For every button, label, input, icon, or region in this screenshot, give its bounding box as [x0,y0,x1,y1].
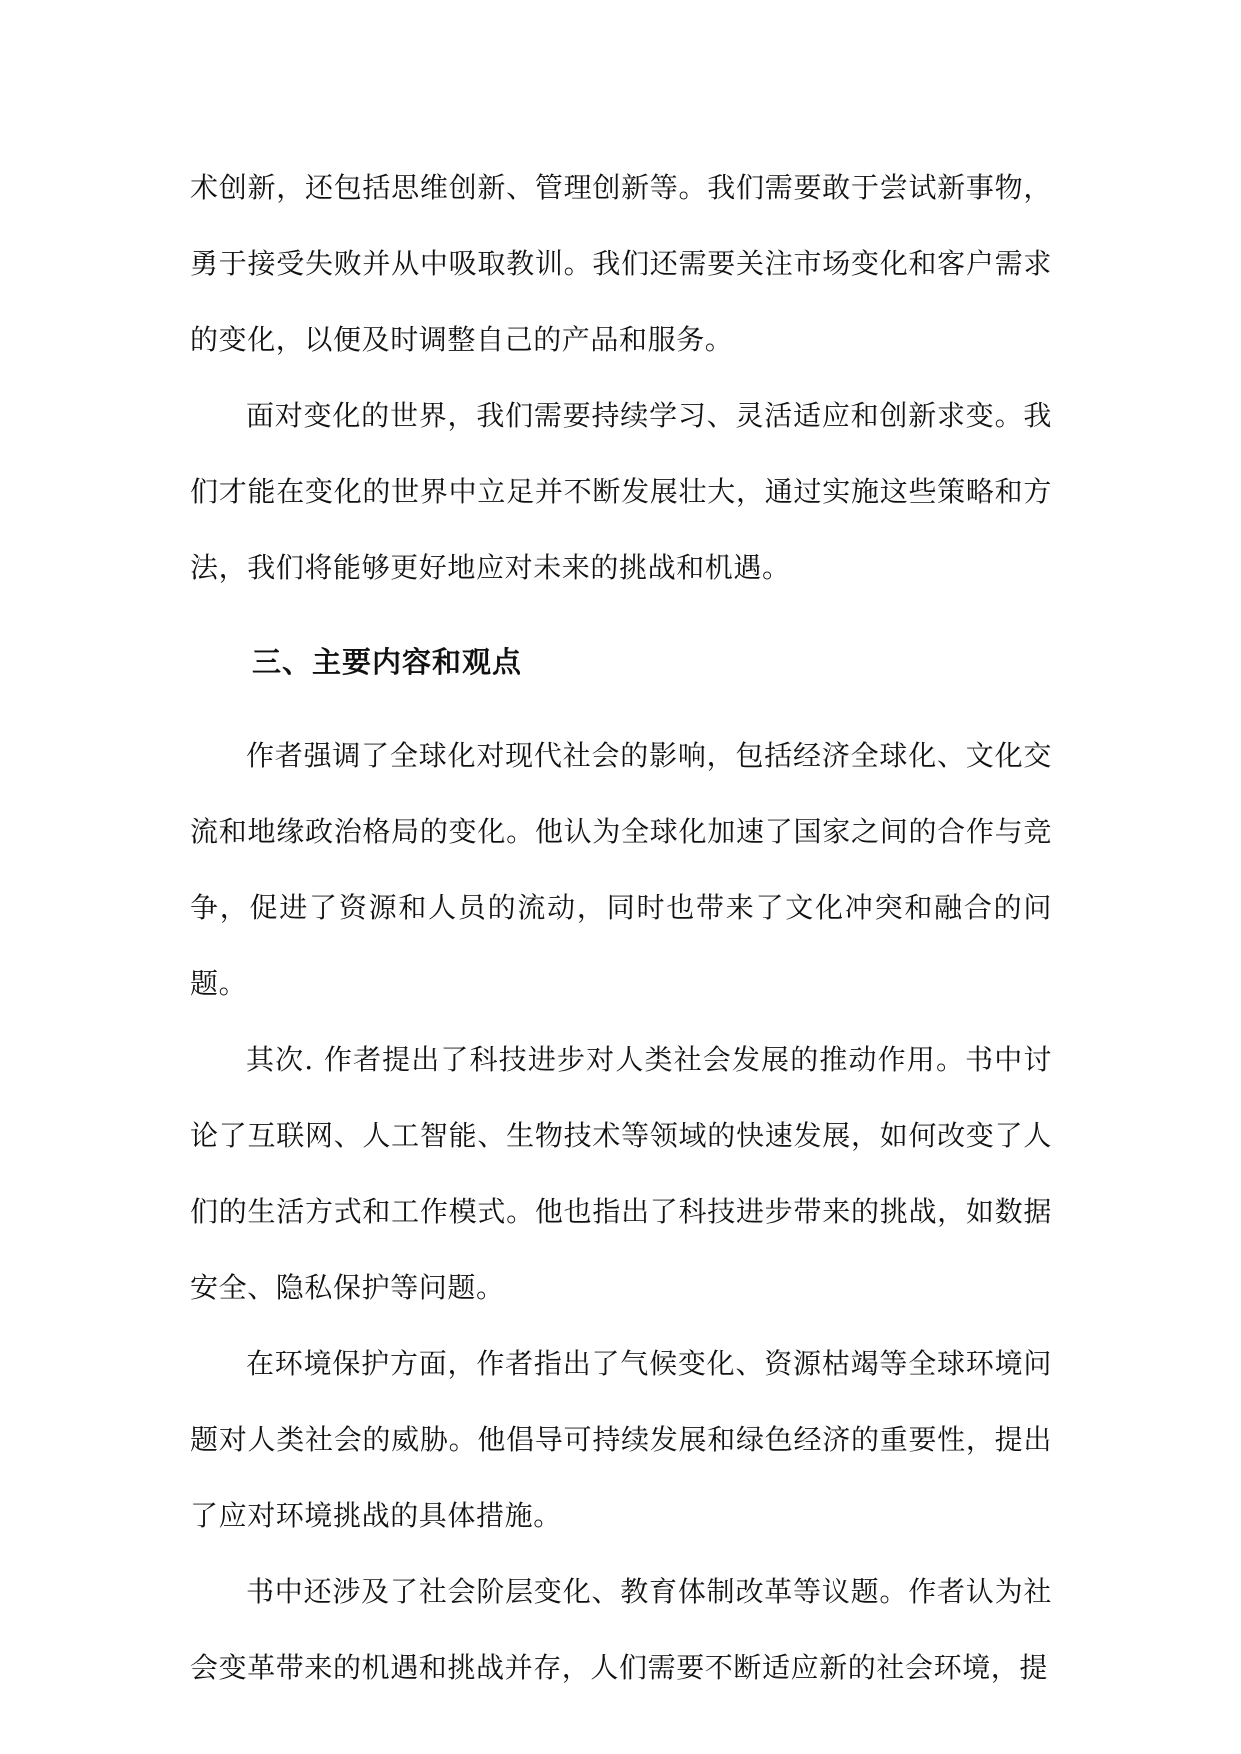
paragraph: 面对变化的世界，我们需要持续学习、灵活适应和创新求变。我们才能在变化的世界中立足并不断发展壮大，通过实施这些策略和方法，我们将能够更好地应对未来的挑战和机遇。 [190,399,1052,584]
paragraph: 在环境保护方面，作者指出了气候变化、资源枯竭等全球环境问题对人类社会的威胁。他倡导可持续发展和绿色经济的重要性，提出了应对环境挑战的具体措施。 [190,1347,1052,1532]
document-body [190,150,1052,1706]
paragraph: 书中还涉及了社会阶层变化、教育体制改革等议题。作者认为社会变革带来的机遇和挑战并存，人们需要不断适应新的社会环境，提 [190,1575,1052,1684]
section-heading: 三、主要内容和观点 [252,645,523,679]
paragraph-continued: 术创新，还包括思维创新、管理创新等。我们需要敢于尝试新事物，勇于接受失败并从中吸取教训。我们还需要关注市场变化和客户需求的变化，以便及时调整自己的产品和服务。 [190,171,1052,356]
paragraph: 作者强调了全球化对现代社会的影响，包括经济全球化、文化交流和地缘政治格局的变化。他认为全球化加速了国家之间的合作与竞争，促进了资源和人员的流动，同时也带来了文化冲突和融合的问题。 [190,739,1052,1000]
paragraph: 其次. 作者提出了科技进步对人类社会发展的推动作用。书中讨论了互联网、人工智能、生物技术等领域的快速发展，如何改变了人们的生活方式和工作模式。他也指出了科技进步带来的挑战，如数据安全、隐私保护等问题。 [190,1043,1052,1304]
